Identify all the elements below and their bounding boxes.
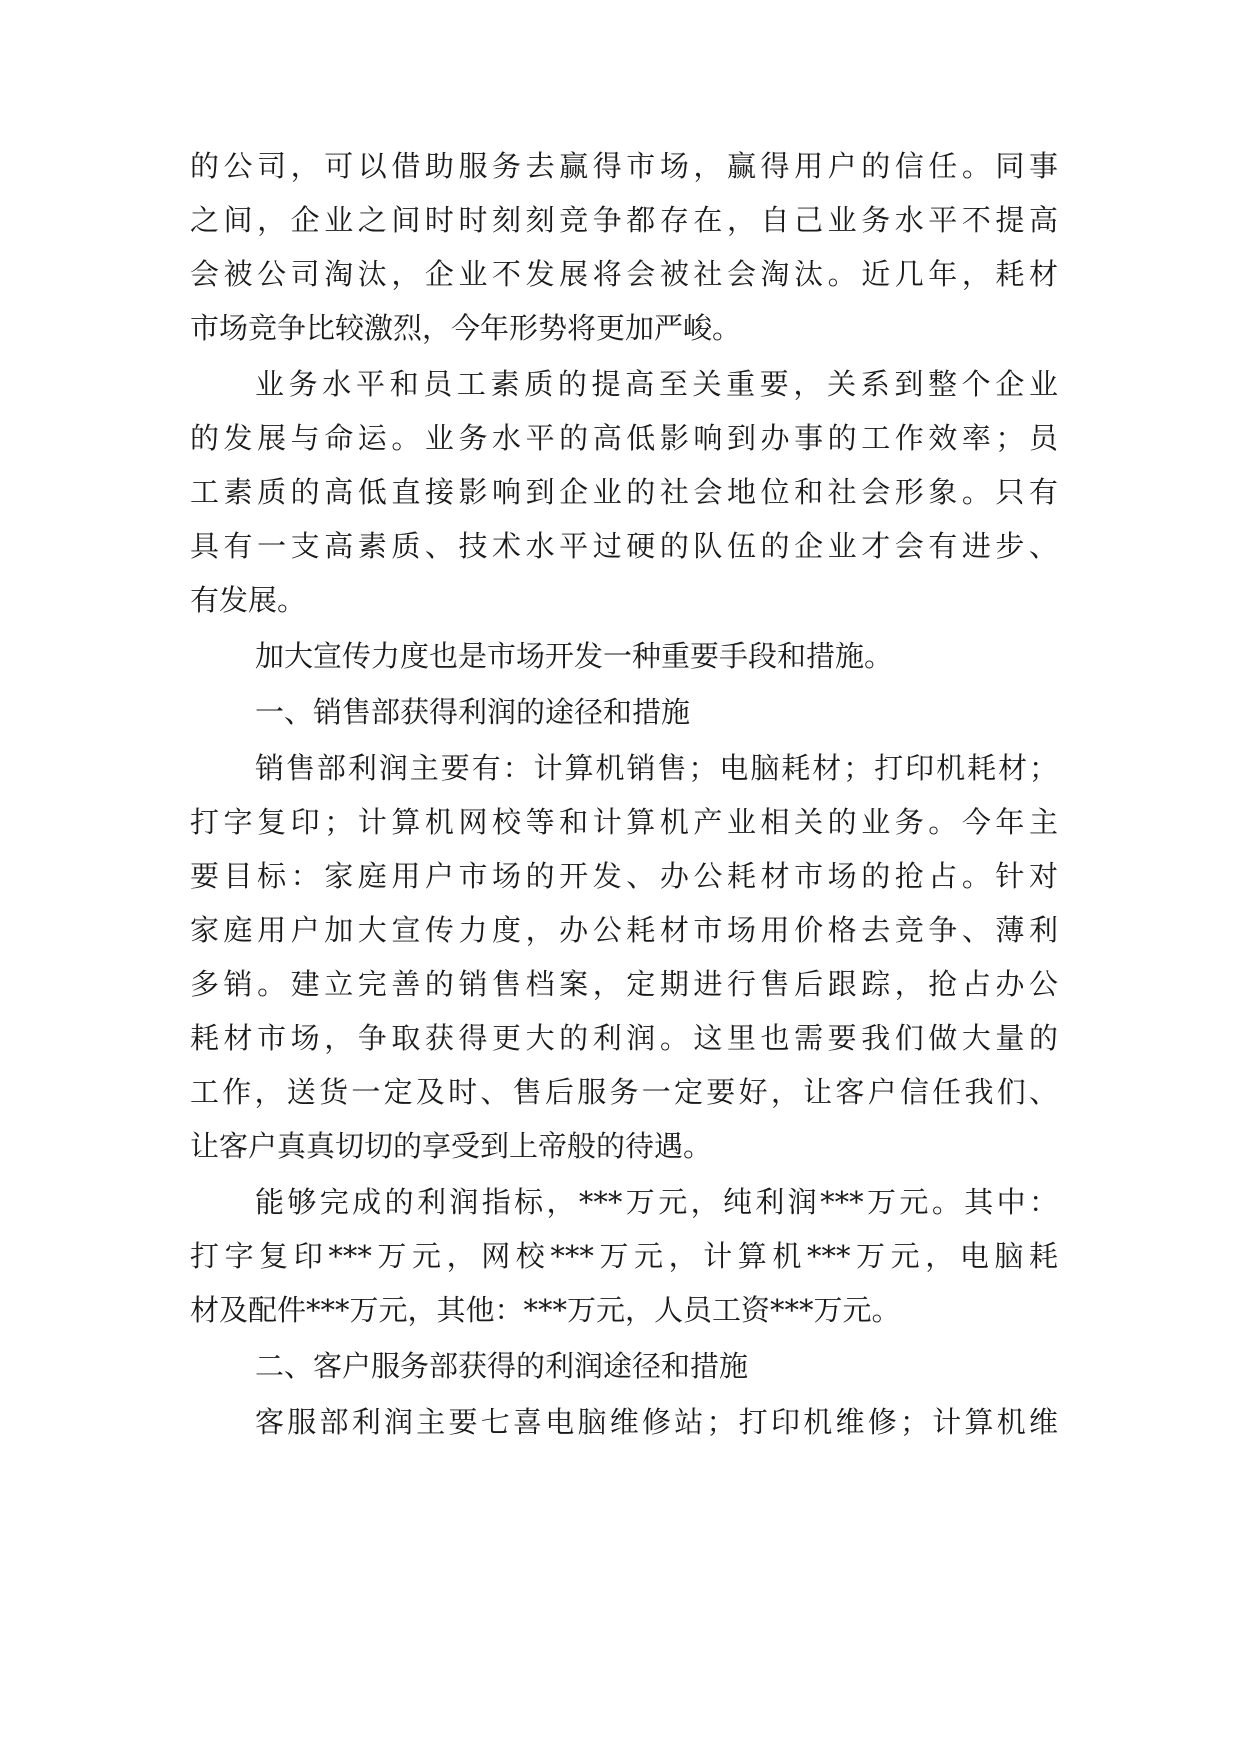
paragraph-first-line: 加大宣传力度也是市场开发一种重要手段和措施。 — [255, 639, 894, 673]
text-line: 要目标：家庭用户市场的开发、办公耗材市场的抢占。针对 — [190, 859, 1058, 893]
paragraph-first-line: 业务水平和员工素质的提高至关重要，关系到整个企业 — [255, 367, 1058, 401]
text-line: 市场竞争比较激烈，今年形势将更加严峻。 — [190, 311, 742, 345]
text-line: 材及配件***万元，其他：***万元，人员工资***万元。 — [190, 1293, 901, 1327]
text-line: 工素质的高低直接影响到企业的社会地位和社会形象。只有 — [190, 475, 1058, 509]
section-heading: 一、销售部获得利润的途径和措施 — [255, 695, 691, 729]
text-line: 打字复印***万元，网校***万元，计算机***万元，电脑耗 — [190, 1239, 1058, 1273]
paragraph-first-line: 能够完成的利润指标，***万元，纯利润***万元。其中： — [255, 1185, 1058, 1219]
text-line: 的公司，可以借助服务去赢得市场，赢得用户的信任。同事 — [190, 149, 1058, 183]
text-line: 家庭用户加大宣传力度，办公耗材市场用价格去竞争、薄利 — [190, 913, 1058, 947]
text-line: 的发展与命运。业务水平的高低影响到办事的工作效率；员 — [190, 421, 1058, 455]
text-line: 工作，送货一定及时、售后服务一定要好，让客户信任我们、 — [190, 1075, 1058, 1109]
text-line: 多销。建立完善的销售档案，定期进行售后跟踪，抢占办公 — [190, 967, 1058, 1001]
text-line: 之间，企业之间时时刻刻竞争都存在，自己业务水平不提高 — [190, 203, 1058, 237]
text-line: 有发展。 — [190, 583, 307, 617]
paragraph-first-line: 客服部利润主要七喜电脑维修站；打印机维修；计算机维 — [255, 1405, 1058, 1439]
text-line: 耗材市场，争取获得更大的利润。这里也需要我们做大量的 — [190, 1021, 1058, 1055]
text-line: 打字复印；计算机网校等和计算机产业相关的业务。今年主 — [190, 805, 1058, 839]
text-line: 具有一支高素质、技术水平过硬的队伍的企业才会有进步、 — [190, 529, 1058, 563]
text-line: 让客户真真切切的享受到上帝般的待遇。 — [190, 1129, 713, 1163]
paragraph-first-line: 销售部利润主要有：计算机销售；电脑耗材；打印机耗材； — [255, 751, 1058, 785]
section-heading: 二、客户服务部获得的利润途径和措施 — [255, 1349, 749, 1383]
text-line: 会被公司淘汰，企业不发展将会被社会淘汰。近几年，耗材 — [190, 257, 1058, 291]
